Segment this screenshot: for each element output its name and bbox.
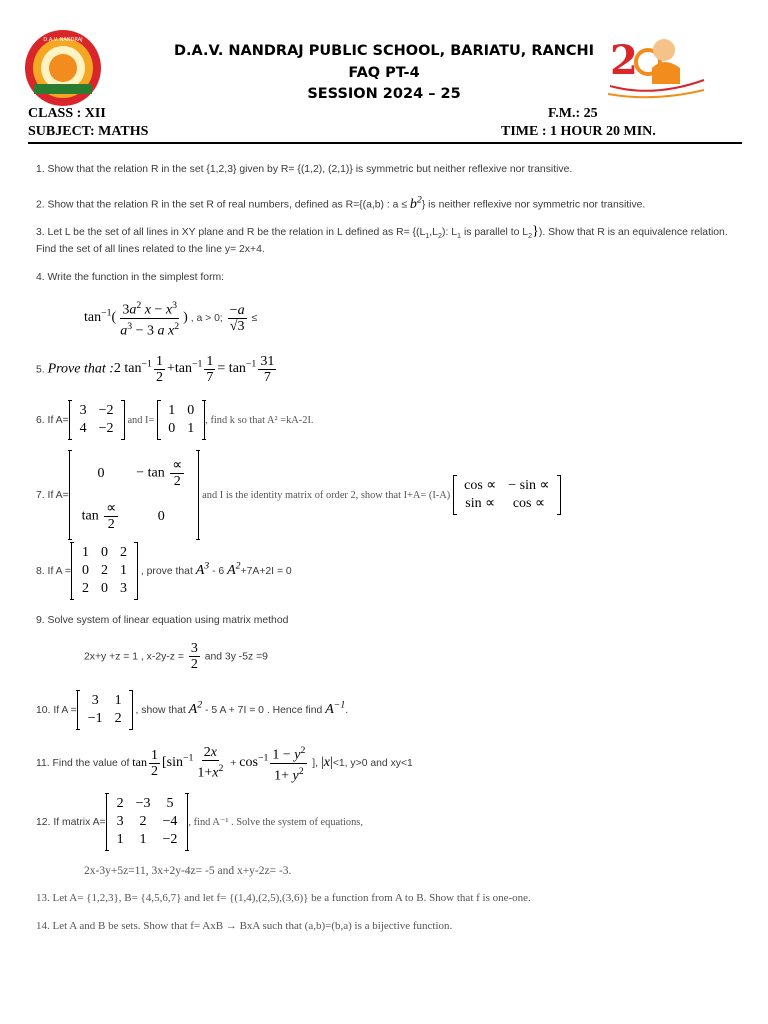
question-4: 4. Write the function in the simplest form: — [36, 272, 225, 283]
page-header — [0, 0, 768, 145]
matrix-q6-a: 3 −2 4 −2 — [69, 401, 125, 439]
question-8: 8. If A = 1 0 2 0 2 1 2 0 3 , prove that $A^3 - 6$ $A^2+7A+2I = 0$ — [36, 543, 292, 599]
question-2-text-a: 2. Show that the relation R in the set R of real numbers, defined as R={(a,b) : a ≤ — [36, 199, 408, 211]
session-label: SESSION 2024 – 25 — [307, 86, 461, 102]
question-6-text-b: and I= — [127, 414, 155, 426]
matrix-q7-a: 0 − tan $\frac{\propto}{2}$ tan $\frac{\propto}{2}$ 0 — [69, 451, 200, 539]
question-8-text-a: 8. If A = — [36, 565, 71, 577]
question-4-condition: , a > 0; — [190, 312, 223, 324]
question-5-lead: Prove that : — [47, 361, 114, 377]
question-3-line-2: Find the set of all lines related to the line y= 2x+4. — [36, 244, 265, 255]
matrix-q10-a: 3 1 −1 2 — [77, 691, 133, 729]
question-12-equations: 2x-3y+5z=11, 3x+2y-4z= -5 and x+y-2z= -3. — [84, 865, 292, 877]
svg-text:D.A.V. NANDRAJ: D.A.V. NANDRAJ — [43, 37, 83, 43]
question-10-text-a: 10. If A = — [36, 704, 77, 716]
question-11: 11. Find the value of tan $\frac{1}{2}$ [$\sin^{-1}$ $\frac{2x}{1+x^2}$ + $\cos^{-1}$ $\frac{1 - y^2}{1+ y^2}$ ], |x|<1, y>0 and xy<1 — [36, 745, 413, 784]
question-7-text-a: 7. If A= — [36, 489, 69, 501]
question-11-text-b: <1, y>0 and xy<1 — [332, 757, 413, 769]
school-name: D.A.V. NANDRAJ PUBLIC SCHOOL, BARIATU, RANCHI — [173, 43, 595, 59]
question-12-text-b: , find A⁻¹ . Solve the system of equations, — [188, 816, 363, 828]
question-10-text-b: , show that — [135, 704, 186, 716]
question-6-text-c: , find k so that A² =kA-2I. — [205, 414, 314, 426]
matrix-q6-i: 1 0 0 1 — [157, 401, 205, 439]
question-5-number: 5. — [36, 364, 45, 376]
question-9: 9. Solve system of linear equation using matrix method — [36, 615, 289, 626]
question-3: 3. Let L be the set of all lines in XY plane and R be the relation in L defined as $R= \{(L_1,L_2)$: $L_1$ is parallel to $L_2$}). Show that R is an equivalence relation. — [36, 224, 728, 241]
question-5: 5. Prove that :2 $\tan^{-1}$ $\frac{1}{2}$ $+\tan^{-1}$ $\frac{1}{7}$ = $\tan^{-1}$ $\frac{31}{7}$ — [36, 354, 275, 385]
header-divider — [28, 142, 742, 144]
svg-text:2: 2 — [610, 37, 638, 84]
matrix-q12-a: 2 −3 5 3 2 −4 1 1 −2 — [106, 794, 189, 850]
question-9-equations: 2x+y +z = 1 , x-2y-z = $\frac{3}{2}$ and 3y -5z =9 — [84, 641, 268, 672]
subject-label: SUBJECT: MATHS — [28, 124, 149, 139]
question-4-expression: $\tan^{-1}$( $\frac{3a^2 x - x^3}{a^3 - 3 a x^2}$ ) , a > 0; $\frac{-a}{√3}$ ≤ — [84, 300, 258, 339]
question-1: 1. Show that the relation R in the set {1,2,3} given by R= {(1,2), (2,1)} is symmetric but neither reflexive nor transitive. — [36, 164, 573, 175]
time-label: TIME : 1 HOUR 20 MIN. — [501, 124, 656, 139]
question-2: 2. Show that the relation R in the set R of real numbers, defined as R={(a,b) : $a \le b^2$} is neither reflexive nor symmetric nor transitive. — [36, 194, 646, 212]
anniversary-logo-icon — [604, 28, 708, 100]
question-6 — [36, 401, 314, 439]
question-10: 10. If A = 3 1 −1 2 , show that $A^2 - 5$ A + 7I = 0 . Hence find $A^{-1}$. — [36, 691, 348, 729]
question-14: 14. Let A and B be sets. Show that f= AxB → BxA such that (a,b)=(b,a) is a bijective function. — [36, 920, 453, 932]
question-3-text-b: ). Show that R is an equivalence relation. — [538, 227, 728, 238]
question-8-text-b: , prove that — [140, 565, 193, 577]
matrix-q8-a: 1 0 2 0 2 1 2 0 3 — [71, 543, 138, 599]
question-9-eq-a: 2x+y +z = 1 , x-2y-z = — [84, 651, 184, 663]
question-13: 13. Let A= {1,2,3}, B= {4,5,6,7} and let f= {(1,4),(2,5),(3,6)} be a function from A to B. Show that f is one-one. — [36, 892, 531, 904]
question-7 — [36, 451, 561, 539]
question-11-text-a: 11. Find the value of — [36, 757, 130, 769]
full-marks-label: F.M.: 25 — [548, 106, 598, 121]
question-8-text-c: +7A+2I = 0 — [240, 565, 292, 577]
question-12 — [36, 794, 363, 850]
question-6-text-a: 6. If A= — [36, 414, 69, 426]
question-7-text-b: and I is the identity matrix of order 2, show that I+A= (I-A) — [202, 489, 451, 501]
question-9-eq-b: and 3y -5z =9 — [204, 651, 268, 663]
paper-title: FAQ PT-4 — [348, 65, 420, 81]
class-label: CLASS : XII — [28, 106, 106, 121]
matrix-q7-rotation: cos ∝ − sin ∝ sin ∝ cos ∝ — [453, 476, 560, 514]
question-10-text-c: - 5 A + 7I = 0 . Hence find — [205, 704, 323, 716]
question-2-text-b: } is neither reflexive nor symmetric nor transitive. — [421, 199, 646, 211]
question-12-text-a: 12. If matrix A= — [36, 816, 106, 828]
question-3-text-a: 3. Let L be the set of all lines in XY plane and R be the relation in L defined as R= {(L — [36, 227, 426, 238]
